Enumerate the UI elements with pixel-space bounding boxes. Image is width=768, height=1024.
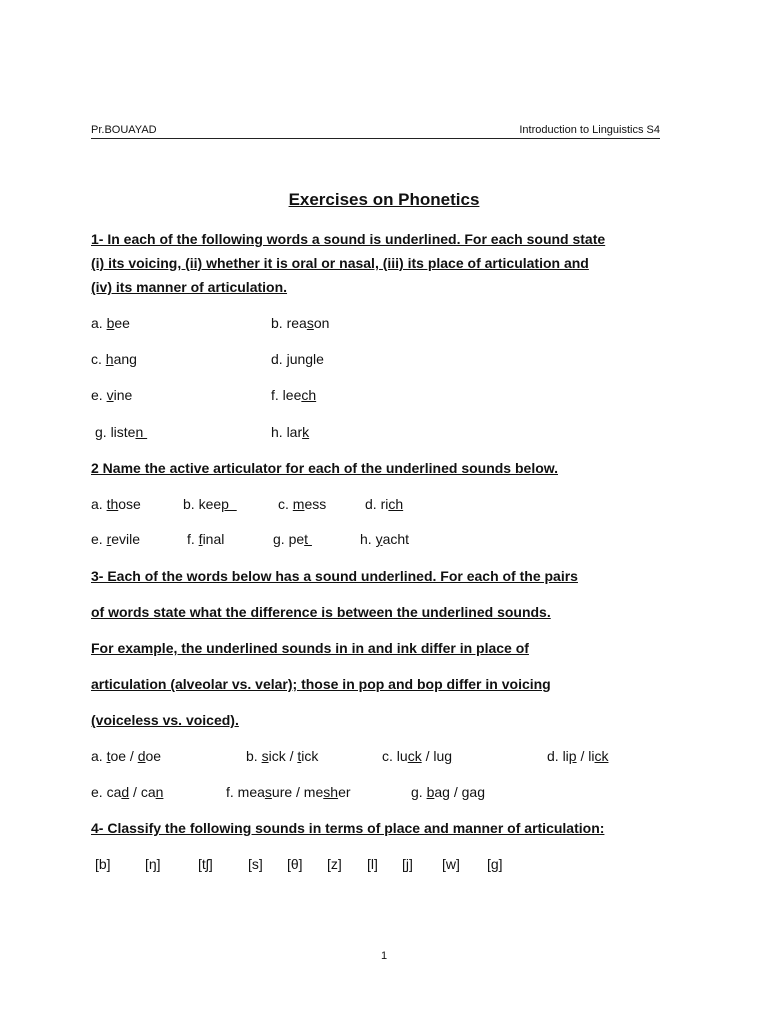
q3-instruction-line-1: 3- Each of the words below has a sound underlined. For each of the pairs: [91, 568, 578, 584]
q1-instruction-line-2: (i) its voicing, (ii) whether it is oral or nasal, (iii) its place of articulation and: [91, 255, 589, 271]
phonetic-symbol: [g]: [487, 856, 503, 872]
q1-instruction-line-1: 1- In each of the following words a sound is underlined. For each sound state: [91, 231, 606, 247]
phonetic-symbol: [θ]: [287, 856, 303, 872]
q1-item: c. hang: [91, 351, 137, 367]
q3-instruction-line-2: of words state what the difference is between the underlined sounds.: [91, 604, 551, 620]
q3-item: d. lip / lick: [547, 748, 609, 764]
q2-item: h. yacht: [360, 531, 410, 547]
q3-item: g. bag / gag: [411, 784, 485, 800]
q1-instruction-line-3: (iv) its manner of articulation.: [91, 279, 288, 295]
phonetic-symbol: [w]: [442, 856, 460, 872]
q3-item: e. cad / can: [91, 784, 164, 800]
q3-item: c. luck / lug: [382, 748, 453, 764]
q3-item: f. measure / mesher: [226, 784, 351, 800]
q3-item: a. toe / doe: [91, 748, 162, 764]
q1-item: e. vine: [91, 387, 133, 403]
page-title: Exercises on Phonetics: [288, 190, 480, 209]
page-header: [91, 124, 660, 139]
q3-instruction-line-4: articulation (alveolar vs. velar); those in pop and bop differ in voicing: [91, 676, 551, 692]
q2-item: d. rich: [365, 496, 404, 512]
q2-instruction: 2 Name the active articulator for each of the underlined sounds below.: [91, 460, 559, 476]
q2-item: e. revile: [91, 531, 141, 547]
course-name: Introduction to Linguistics S4: [519, 124, 660, 136]
q1-item: g. listen: [95, 424, 148, 440]
q2-item: g. pet: [273, 531, 312, 547]
phonetic-symbol: [l]: [367, 856, 378, 872]
q3-instruction-line-5: (voiceless vs. voiced).: [91, 712, 239, 728]
q1-item: a. bee: [91, 315, 130, 331]
q1-item: b. reason: [271, 315, 330, 331]
phonetic-symbol: [b]: [95, 856, 111, 872]
q4-instruction: 4- Classify the following sounds in terms of place and manner of articulation:: [91, 820, 605, 836]
phonetic-symbol: [j]: [402, 856, 413, 872]
phonetic-symbol: [tʃ]: [198, 856, 213, 872]
phonetic-symbol: [s]: [248, 856, 263, 872]
author-name: Pr.BOUAYAD: [91, 124, 157, 136]
q3-item: b. sick / tick: [246, 748, 319, 764]
q2-item: a. those: [91, 496, 141, 512]
page-number: 1: [380, 950, 388, 962]
q2-item: f. final: [187, 531, 225, 547]
q2-item: b. keep: [183, 496, 237, 512]
q2-item: c. mess: [278, 496, 327, 512]
q1-item: f. leech: [271, 387, 317, 403]
q1-item: h. lark: [271, 424, 310, 440]
phonetic-symbol: [z]: [327, 856, 342, 872]
q1-item: d. jungle: [271, 351, 324, 367]
q3-instruction-line-3: For example, the underlined sounds in in and ink differ in place of: [91, 640, 529, 656]
phonetic-symbol: [ŋ]: [145, 856, 161, 872]
